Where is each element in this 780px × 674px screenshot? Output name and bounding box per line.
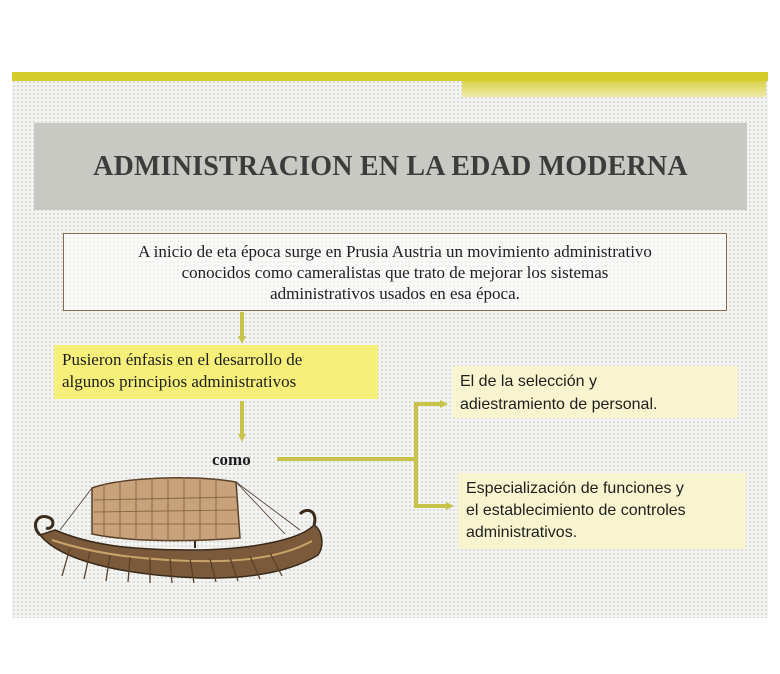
intro-line: A inicio de eta época surge en Prusia Austria un movimiento administrativo [138, 241, 652, 261]
intro-line: administrativos usados en esa época. [270, 283, 520, 303]
connector-label: como [212, 450, 251, 469]
branch-line: Especialización de funciones y [466, 480, 684, 497]
branch-line: el establecimiento de controles [466, 502, 686, 519]
branch-line: El de la selección y [460, 373, 597, 390]
branch-line: administrativos. [466, 524, 578, 541]
emphasis-line: algunos principios administrativos [62, 372, 297, 391]
branch-line: adiestramiento de personal. [460, 396, 658, 413]
emphasis-line: Pusieron énfasis en el desarrollo de [62, 350, 303, 369]
page-title: ADMINISTRACION EN LA EDAD MODERNA [93, 150, 688, 182]
intro-line: conocidos como cameralistas que trato de mejorar los sistemas [181, 262, 609, 282]
